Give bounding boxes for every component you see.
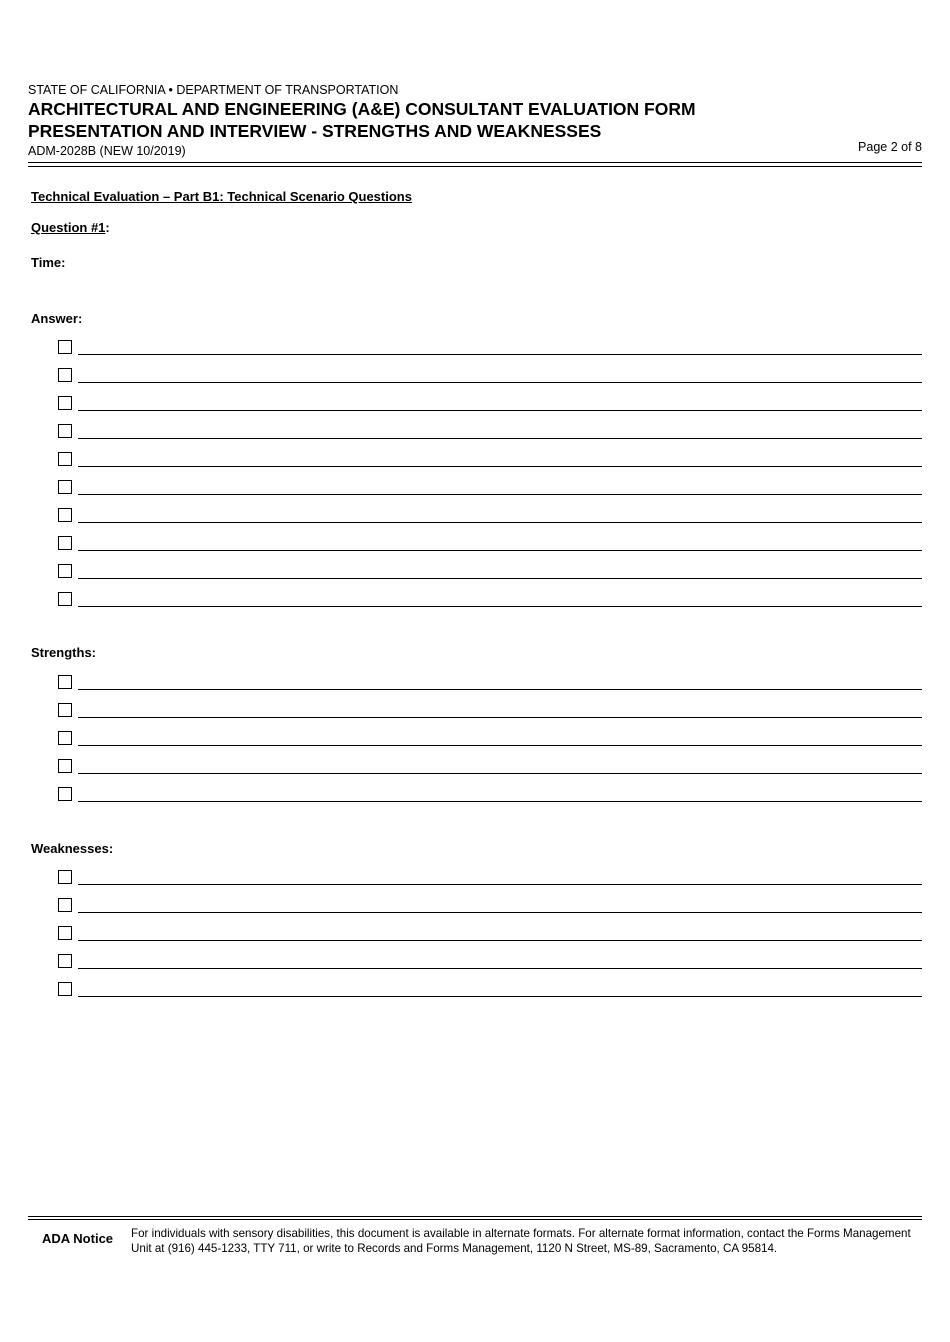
answer-text-line[interactable] (78, 578, 922, 579)
answer-lines (58, 340, 922, 620)
answer-text-line[interactable] (78, 494, 922, 495)
answer-row (58, 452, 922, 480)
strengths-lines (58, 675, 922, 815)
footer-divider (28, 1216, 922, 1220)
strengths-checkbox[interactable] (58, 731, 72, 745)
weaknesses-checkbox[interactable] (58, 898, 72, 912)
strengths-text-line[interactable] (78, 689, 922, 690)
answer-row (58, 536, 922, 564)
answer-text-line[interactable] (78, 550, 922, 551)
strengths-text-line[interactable] (78, 773, 922, 774)
weaknesses-label: Weaknesses: (31, 841, 114, 856)
strengths-text-line[interactable] (78, 717, 922, 718)
weaknesses-checkbox[interactable] (58, 926, 72, 940)
form-title-line2: PRESENTATION AND INTERVIEW - STRENGTHS AND WEAKNESSES (28, 121, 602, 141)
answer-row (58, 592, 922, 620)
weaknesses-row (58, 926, 922, 954)
page-number: Page 2 of 8 (858, 140, 922, 154)
answer-row (58, 564, 922, 592)
weaknesses-checkbox[interactable] (58, 954, 72, 968)
answer-checkbox[interactable] (58, 452, 72, 466)
time-label: Time: (31, 255, 66, 270)
answer-checkbox[interactable] (58, 424, 72, 438)
strengths-label: Strengths: (31, 645, 96, 660)
answer-checkbox[interactable] (58, 340, 72, 354)
weaknesses-text-line[interactable] (78, 996, 922, 997)
strengths-row (58, 787, 922, 815)
question-colon: : (105, 220, 110, 235)
answer-text-line[interactable] (78, 438, 922, 439)
answer-row (58, 340, 922, 368)
strengths-text-line[interactable] (78, 801, 922, 802)
strengths-checkbox[interactable] (58, 759, 72, 773)
strengths-text-line[interactable] (78, 745, 922, 746)
strengths-row (58, 675, 922, 703)
answer-checkbox[interactable] (58, 480, 72, 494)
weaknesses-lines (58, 870, 922, 1010)
strengths-checkbox[interactable] (58, 703, 72, 717)
weaknesses-row (58, 870, 922, 898)
strengths-row (58, 759, 922, 787)
header-divider (28, 162, 922, 167)
weaknesses-text-line[interactable] (78, 940, 922, 941)
answer-checkbox[interactable] (58, 368, 72, 382)
answer-text-line[interactable] (78, 466, 922, 467)
strengths-checkbox[interactable] (58, 787, 72, 801)
form-id: ADM-2028B (NEW 10/2019) (28, 144, 186, 158)
weaknesses-checkbox[interactable] (58, 982, 72, 996)
weaknesses-row (58, 982, 922, 1010)
answer-text-line[interactable] (78, 354, 922, 355)
answer-text-line[interactable] (78, 522, 922, 523)
question-label: Question #1 (31, 220, 106, 235)
answer-checkbox[interactable] (58, 508, 72, 522)
ada-notice-label: ADA Notice (42, 1231, 114, 1246)
weaknesses-checkbox[interactable] (58, 870, 72, 884)
answer-text-line[interactable] (78, 382, 922, 383)
answer-label: Answer: (31, 311, 83, 326)
strengths-checkbox[interactable] (58, 675, 72, 689)
form-title-line1: ARCHITECTURAL AND ENGINEERING (A&E) CONSULTANT EVALUATION FORM (28, 99, 696, 119)
answer-row (58, 508, 922, 536)
answer-row (58, 396, 922, 424)
strengths-row (58, 731, 922, 759)
answer-row (58, 480, 922, 508)
answer-checkbox[interactable] (58, 536, 72, 550)
answer-checkbox[interactable] (58, 564, 72, 578)
answer-text-line[interactable] (78, 410, 922, 411)
question-heading (31, 220, 110, 235)
answer-checkbox[interactable] (58, 396, 72, 410)
weaknesses-text-line[interactable] (78, 884, 922, 885)
weaknesses-text-line[interactable] (78, 912, 922, 913)
weaknesses-row (58, 954, 922, 982)
answer-text-line[interactable] (78, 606, 922, 607)
ada-notice-text: For individuals with sensory disabilities, this document is available in alternate formats. For alternate format information, contact the Forms Management Unit at (916) 445-1233, TTY 711, or write to Records and Forms Management, 1120 N Street, MS-89, Sacramento, CA 95814. (131, 1227, 911, 1255)
weaknesses-row (58, 898, 922, 926)
strengths-row (58, 703, 922, 731)
answer-row (58, 424, 922, 452)
answer-checkbox[interactable] (58, 592, 72, 606)
section-title: Technical Evaluation – Part B1: Technical Scenario Questions (31, 189, 412, 204)
agency-name: STATE OF CALIFORNIA • DEPARTMENT OF TRANSPORTATION (28, 83, 399, 97)
weaknesses-text-line[interactable] (78, 968, 922, 969)
answer-row (58, 368, 922, 396)
form-header (28, 83, 922, 159)
